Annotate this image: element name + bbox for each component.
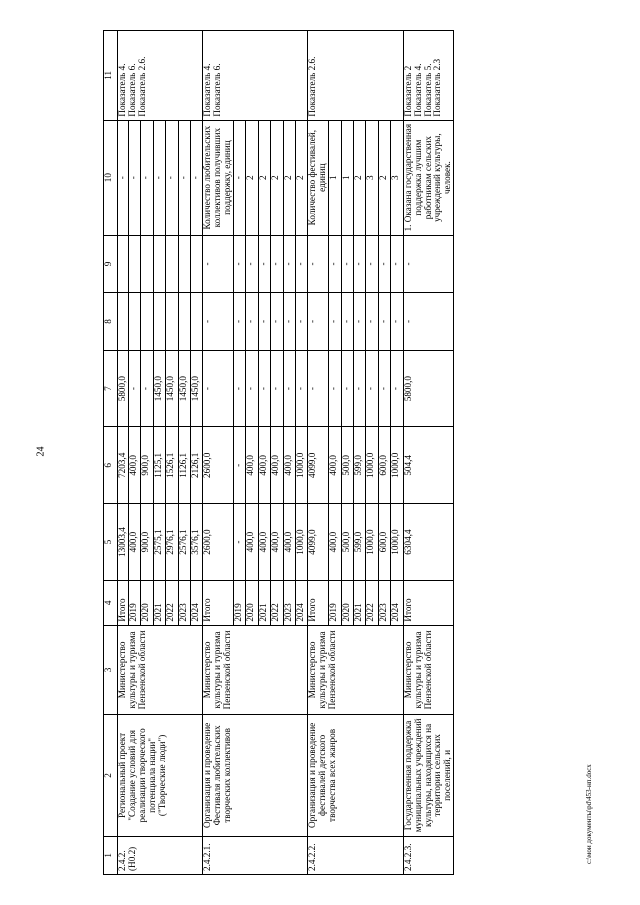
cell-col7: - bbox=[329, 350, 341, 427]
table-row-total bbox=[403, 31, 454, 875]
cell-name: Государственная поддержка муниципальных учреждений культуры, находящихся на территории сельских поселений, и bbox=[403, 715, 454, 836]
cell-col7: - bbox=[203, 350, 234, 427]
col-header: 10 bbox=[104, 120, 118, 235]
col-header: 8 bbox=[104, 293, 118, 351]
cell-col6: 2600,0 bbox=[203, 427, 234, 504]
cell-col8: - bbox=[366, 293, 378, 351]
cell-col10: 2 bbox=[271, 120, 283, 235]
cell-col6: 4099,0 bbox=[308, 427, 329, 504]
cell-executor: Министерство культуры и туризма Пензенской области bbox=[118, 625, 203, 715]
col-header: 2 bbox=[104, 715, 118, 836]
cell-col7: - bbox=[246, 350, 258, 427]
cell-col8: - bbox=[246, 293, 258, 351]
cell-col5: 1000,0 bbox=[366, 504, 378, 581]
cell-col9: - bbox=[341, 235, 353, 293]
col-header: 1 bbox=[104, 836, 118, 874]
cell-col9: - bbox=[403, 235, 454, 293]
cell-col8 bbox=[141, 293, 153, 351]
cell-col8: - bbox=[283, 293, 295, 351]
cell-col4: Итого bbox=[403, 580, 454, 625]
cell-col9: - bbox=[378, 235, 390, 293]
cell-col10: - bbox=[166, 120, 178, 235]
cell-col4: Итого bbox=[308, 580, 329, 625]
cell-col5: 6304,4 bbox=[403, 504, 454, 581]
cell-col6: 1126,1 bbox=[178, 427, 190, 504]
cell-col7: - bbox=[271, 350, 283, 427]
cell-executor: Министерство культуры и туризма Пензенской области bbox=[403, 625, 454, 715]
table-row-total bbox=[118, 31, 129, 875]
cell-col5: 2575,1 bbox=[153, 504, 165, 581]
cell-col7: 1450,0 bbox=[166, 350, 178, 427]
cell-col10: 3 bbox=[391, 120, 403, 235]
cell-col8: - bbox=[329, 293, 341, 351]
cell-col5: 400,0 bbox=[258, 504, 270, 581]
table-row-total bbox=[308, 31, 329, 875]
cell-col6: 600,0 bbox=[378, 427, 390, 504]
col-header: 3 bbox=[104, 625, 118, 715]
cell-col10: 2 bbox=[246, 120, 258, 235]
cell-col5: 400,0 bbox=[246, 504, 258, 581]
cell-executor: Министерство культуры и туризма Пензенской области bbox=[203, 625, 308, 715]
cell-col7: 1450,0 bbox=[178, 350, 190, 427]
cell-col6: 599,0 bbox=[354, 427, 366, 504]
cell-code: 2.4.2. (Н0.2) bbox=[118, 836, 203, 874]
cell-code: 2.4.2.1. bbox=[203, 836, 308, 874]
cell-col7: 1450,0 bbox=[153, 350, 165, 427]
cell-col8: - bbox=[308, 293, 329, 351]
cell-col5: 500,0 bbox=[341, 504, 353, 581]
cell-col6: 400,0 bbox=[271, 427, 283, 504]
cell-col9 bbox=[166, 235, 178, 293]
cell-col4: 2023 bbox=[178, 580, 190, 625]
cell-col9: - bbox=[234, 235, 246, 293]
cell-col7: - bbox=[378, 350, 390, 427]
cell-executor: Министерство культуры и туризма Пензенской области bbox=[308, 625, 403, 715]
cell-col7: - bbox=[366, 350, 378, 427]
cell-name: Организация и проведение Фестиваля любительских творческих коллективов bbox=[203, 715, 308, 836]
cell-col4: 2021 bbox=[258, 580, 270, 625]
cell-col10: - bbox=[118, 120, 129, 235]
cell-col8: - bbox=[378, 293, 390, 351]
cell-col6: 1125,1 bbox=[153, 427, 165, 504]
cell-col10: 2 bbox=[258, 120, 270, 235]
cell-col7: 5800,0 bbox=[403, 350, 454, 427]
program-table bbox=[103, 30, 454, 875]
cell-col5: 400,0 bbox=[329, 504, 341, 581]
cell-col8: - bbox=[354, 293, 366, 351]
cell-col8: - bbox=[271, 293, 283, 351]
cell-col8 bbox=[178, 293, 190, 351]
cell-code: 2.4.2.2. bbox=[308, 836, 403, 874]
cell-col7: - bbox=[141, 350, 153, 427]
cell-col4: 2019 bbox=[128, 580, 140, 625]
cell-col9: - bbox=[271, 235, 283, 293]
cell-col4: 2022 bbox=[366, 580, 378, 625]
cell-col5: 1000,0 bbox=[391, 504, 403, 581]
cell-indicator-label: Количество любительских коллективов получивших поддержку, единиц bbox=[203, 120, 234, 235]
cell-col7: - bbox=[296, 350, 308, 427]
cell-col6: 1000,0 bbox=[366, 427, 378, 504]
cell-col7: - bbox=[234, 350, 246, 427]
cell-col5: 2976,1 bbox=[166, 504, 178, 581]
cell-indicator-label: Количество фестивалей, единиц bbox=[308, 120, 329, 235]
cell-col9: - bbox=[296, 235, 308, 293]
cell-col4: 2022 bbox=[166, 580, 178, 625]
cell-col5: 400,0 bbox=[283, 504, 295, 581]
table-row-total bbox=[203, 31, 234, 875]
cell-col4: 2021 bbox=[153, 580, 165, 625]
cell-col9 bbox=[141, 235, 153, 293]
cell-col7: - bbox=[354, 350, 366, 427]
cell-col9 bbox=[178, 235, 190, 293]
cell-col9: - bbox=[354, 235, 366, 293]
cell-col9: - bbox=[258, 235, 270, 293]
cell-col4: 2021 bbox=[354, 580, 366, 625]
cell-indicators: Показатель 4. Показатель 6. Показатель 2.6. bbox=[118, 31, 203, 121]
cell-col10: - bbox=[178, 120, 190, 235]
cell-col10: - bbox=[153, 120, 165, 235]
cell-col6: 400,0 bbox=[246, 427, 258, 504]
cell-col8: - bbox=[203, 293, 234, 351]
cell-indicator-label: 1. Оказана государственная поддержка лучшим работникам сельских учреждений культуры, человек. bbox=[403, 120, 454, 235]
cell-col4: 2020 bbox=[141, 580, 153, 625]
col-header: 7 bbox=[104, 350, 118, 427]
cell-indicators: Показатель 2.6. bbox=[308, 31, 403, 121]
cell-col4: 2019 bbox=[234, 580, 246, 625]
cell-col7: - bbox=[308, 350, 329, 427]
cell-col9: - bbox=[203, 235, 234, 293]
cell-col5: 1000,0 bbox=[296, 504, 308, 581]
cell-col10: - bbox=[234, 120, 246, 235]
cell-col10: 2 bbox=[354, 120, 366, 235]
cell-col4: 2024 bbox=[296, 580, 308, 625]
cell-col8: - bbox=[296, 293, 308, 351]
cell-col10: - bbox=[128, 120, 140, 235]
rotated-table-wrapper bbox=[103, 30, 528, 875]
cell-col5: 400,0 bbox=[271, 504, 283, 581]
cell-col10: 2 bbox=[283, 120, 295, 235]
footer-file-path: c:\мои документы\pd\453-нп.docx bbox=[585, 764, 593, 864]
cell-col10: 1 bbox=[341, 120, 353, 235]
cell-col6: 2126,1 bbox=[190, 427, 202, 504]
cell-col5: 400,0 bbox=[128, 504, 140, 581]
cell-col4: 2024 bbox=[190, 580, 202, 625]
cell-col9: - bbox=[366, 235, 378, 293]
cell-col10: - bbox=[141, 120, 153, 235]
cell-col6: 1526,1 bbox=[166, 427, 178, 504]
cell-col6: 400,0 bbox=[128, 427, 140, 504]
cell-col7: - bbox=[283, 350, 295, 427]
cell-col8 bbox=[153, 293, 165, 351]
col-header: 4 bbox=[104, 580, 118, 625]
column-number-row bbox=[104, 31, 118, 875]
cell-col7: 5800,0 bbox=[118, 350, 129, 427]
cell-col6: 400,0 bbox=[329, 427, 341, 504]
cell-col9 bbox=[118, 235, 129, 293]
cell-col5: 2576,1 bbox=[178, 504, 190, 581]
cell-col8 bbox=[166, 293, 178, 351]
cell-col8 bbox=[128, 293, 140, 351]
cell-col5: 600,0 bbox=[378, 504, 390, 581]
cell-col4: 2023 bbox=[283, 580, 295, 625]
cell-col7: - bbox=[128, 350, 140, 427]
cell-col6: 400,0 bbox=[283, 427, 295, 504]
cell-indicators: Показатель 2 Показатель 4. Показатель 5. Показатель 2.3 bbox=[403, 31, 454, 121]
cell-col10: 3 bbox=[366, 120, 378, 235]
cell-col4: 2020 bbox=[246, 580, 258, 625]
col-header: 11 bbox=[104, 31, 118, 121]
cell-col9 bbox=[128, 235, 140, 293]
cell-col9: - bbox=[391, 235, 403, 293]
cell-col8: - bbox=[403, 293, 454, 351]
cell-col7: - bbox=[258, 350, 270, 427]
cell-col6: 1000,0 bbox=[296, 427, 308, 504]
cell-col10: 2 bbox=[296, 120, 308, 235]
cell-col10: - bbox=[190, 120, 202, 235]
cell-col6: 504,4 bbox=[403, 427, 454, 504]
cell-col6: 7203,4 bbox=[118, 427, 129, 504]
cell-col9: - bbox=[283, 235, 295, 293]
cell-col4: 2019 bbox=[329, 580, 341, 625]
col-header: 5 bbox=[104, 504, 118, 581]
cell-col6: 400,0 bbox=[258, 427, 270, 504]
cell-col5: 900,0 bbox=[141, 504, 153, 581]
cell-col10: 2 bbox=[378, 120, 390, 235]
cell-col5: 2600,0 bbox=[203, 504, 234, 581]
cell-col5: 13003,4 bbox=[118, 504, 129, 581]
cell-col8: - bbox=[341, 293, 353, 351]
cell-col9: - bbox=[308, 235, 329, 293]
cell-col4: Итого bbox=[203, 580, 234, 625]
page-number: 24 bbox=[35, 446, 47, 457]
cell-col4: 2022 bbox=[271, 580, 283, 625]
cell-code: 2.4.2.3. bbox=[403, 836, 454, 874]
cell-col6: - bbox=[234, 427, 246, 504]
cell-col7: - bbox=[391, 350, 403, 427]
cell-col6: 900,0 bbox=[141, 427, 153, 504]
cell-col10: 1 bbox=[329, 120, 341, 235]
cell-col5: - bbox=[234, 504, 246, 581]
col-header: 9 bbox=[104, 235, 118, 293]
cell-col9: - bbox=[246, 235, 258, 293]
col-header: 6 bbox=[104, 427, 118, 504]
cell-col8 bbox=[190, 293, 202, 351]
cell-col7: - bbox=[341, 350, 353, 427]
cell-col4: 2024 bbox=[391, 580, 403, 625]
cell-col4: Итого bbox=[118, 580, 129, 625]
cell-col7: 1450,0 bbox=[190, 350, 202, 427]
cell-col9: - bbox=[329, 235, 341, 293]
cell-col5: 3576,1 bbox=[190, 504, 202, 581]
cell-name: Организация и проведение фестивалей детского творчества всех жанров bbox=[308, 715, 403, 836]
cell-col6: 500,0 bbox=[341, 427, 353, 504]
cell-col8: - bbox=[234, 293, 246, 351]
cell-col6: 1000,0 bbox=[391, 427, 403, 504]
cell-col8 bbox=[118, 293, 129, 351]
cell-col8: - bbox=[391, 293, 403, 351]
cell-col8: - bbox=[258, 293, 270, 351]
cell-col4: 2020 bbox=[341, 580, 353, 625]
cell-col4: 2023 bbox=[378, 580, 390, 625]
cell-col9 bbox=[190, 235, 202, 293]
cell-col5: 599,0 bbox=[354, 504, 366, 581]
cell-name: Региональный проект "Создание условий для реализации творческого потенциала нации" ("Творческие люди") bbox=[118, 715, 203, 836]
cell-col9 bbox=[153, 235, 165, 293]
cell-indicators: Показатель 4. Показатель 6. bbox=[203, 31, 308, 121]
cell-col5: 4099,0 bbox=[308, 504, 329, 581]
